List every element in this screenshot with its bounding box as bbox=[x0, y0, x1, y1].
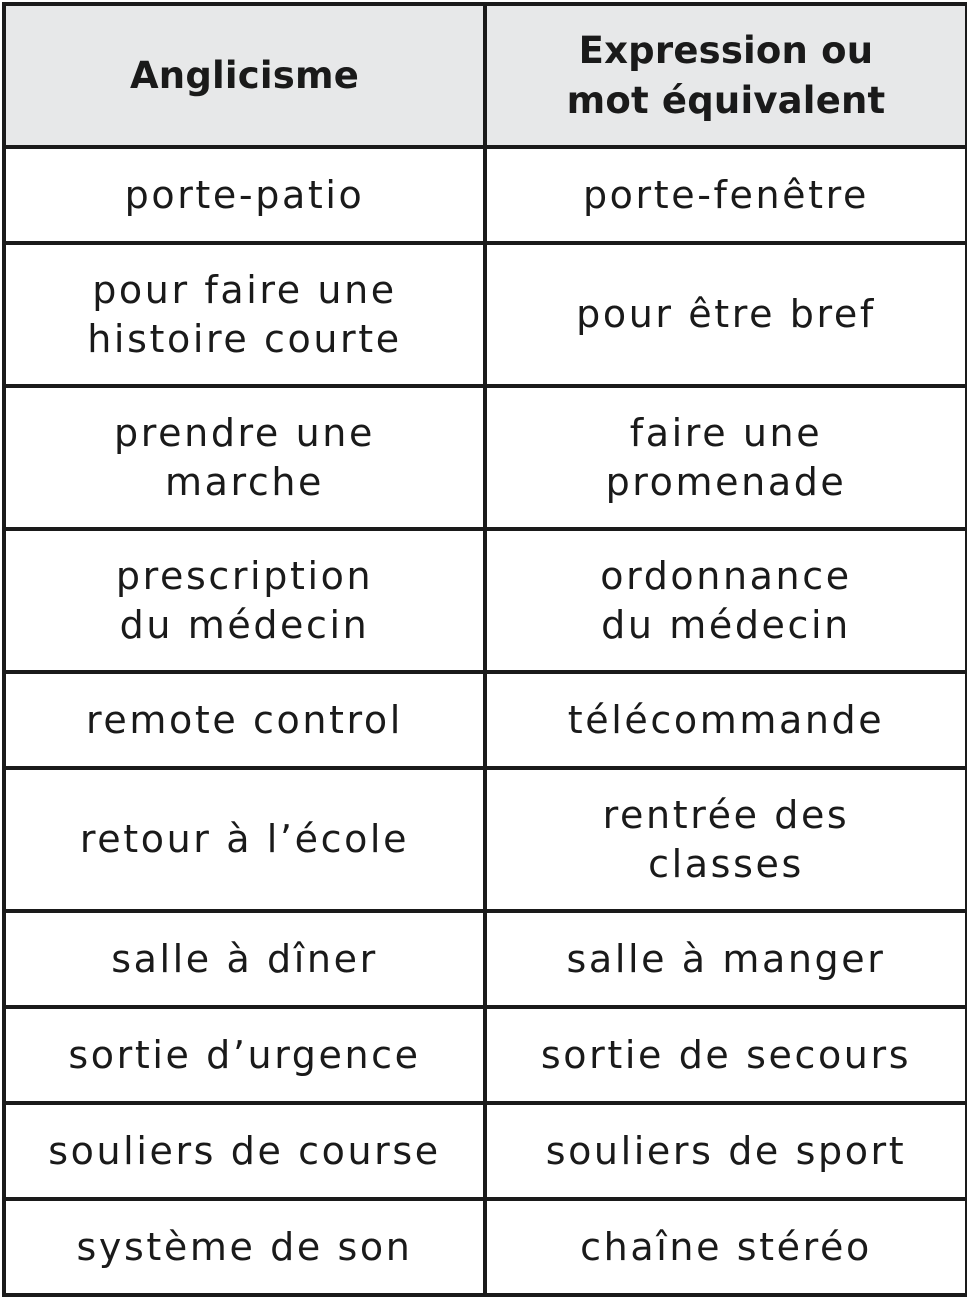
table-row bbox=[4, 386, 967, 529]
anglicism-cell: souliers de course bbox=[4, 1103, 485, 1199]
anglicism-cell: prescription du médecin bbox=[4, 529, 485, 672]
anglicism-cell: retour à l’école bbox=[4, 768, 485, 911]
equivalent-cell: sortie de secours bbox=[485, 1007, 967, 1103]
table-row bbox=[4, 147, 967, 243]
table-row bbox=[4, 768, 967, 911]
table-row bbox=[4, 1103, 967, 1199]
anglicism-table bbox=[2, 2, 967, 1297]
equivalent-cell: rentrée des classes bbox=[485, 768, 967, 911]
anglicism-cell: porte-patio bbox=[4, 147, 485, 243]
table-row bbox=[4, 529, 967, 672]
equivalent-cell: souliers de sport bbox=[485, 1103, 967, 1199]
anglicism-cell: pour faire une histoire courte bbox=[4, 243, 485, 386]
anglicism-cell: système de son bbox=[4, 1199, 485, 1295]
column-header-equivalent: Expression ou mot équivalent bbox=[485, 4, 967, 147]
table-row bbox=[4, 1199, 967, 1295]
table-row bbox=[4, 243, 967, 386]
equivalent-cell: chaîne stéréo bbox=[485, 1199, 967, 1295]
equivalent-cell: télécommande bbox=[485, 672, 967, 768]
anglicism-cell: prendre une marche bbox=[4, 386, 485, 529]
table-header-row bbox=[4, 4, 967, 147]
equivalent-cell: faire une promenade bbox=[485, 386, 967, 529]
anglicism-cell: remote control bbox=[4, 672, 485, 768]
anglicism-cell: salle à dîner bbox=[4, 911, 485, 1007]
table-row bbox=[4, 1007, 967, 1103]
table-row bbox=[4, 672, 967, 768]
equivalent-cell: porte-fenêtre bbox=[485, 147, 967, 243]
table-row bbox=[4, 911, 967, 1007]
column-header-anglicism: Anglicisme bbox=[4, 4, 485, 147]
equivalent-cell: pour être bref bbox=[485, 243, 967, 386]
equivalent-cell: ordonnance du médecin bbox=[485, 529, 967, 672]
equivalent-cell: salle à manger bbox=[485, 911, 967, 1007]
anglicism-cell: sortie d’urgence bbox=[4, 1007, 485, 1103]
